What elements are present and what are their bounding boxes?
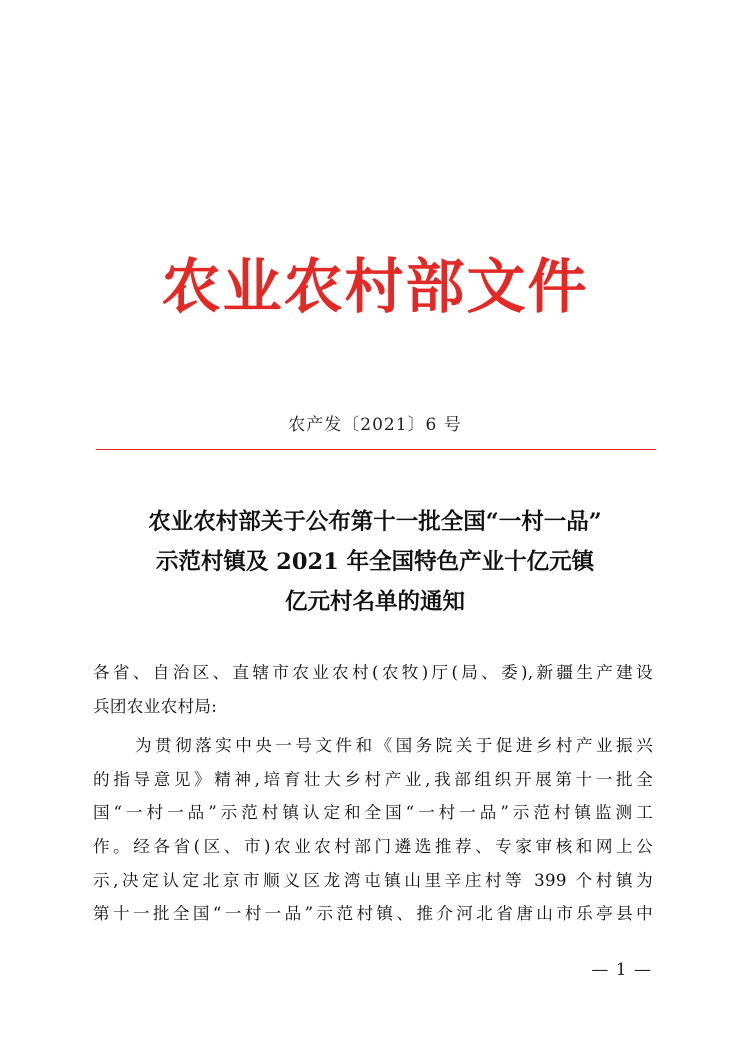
notice-title-line-3: 亿元村名单的通知 [284, 589, 465, 615]
notice-title-line-1: 农业农村部关于公布第十一批全国“一村一品” [148, 509, 602, 535]
paragraph-line-3: 国“一村一品”示范村镇认定和全国“一村一品”示范村镇监测工 [93, 803, 653, 823]
paragraph-line-5: 示,决定认定北京市顺义区龙湾屯镇山里辛庄村等 399 个村镇为 [93, 870, 653, 890]
paragraph-line-4: 作。经各省(区、市)农业农村部门遴选推荐、专家审核和网上公 [93, 836, 653, 856]
red-divider-line [96, 449, 656, 450]
paragraph-line-6: 第十一批全国“一村一品”示范村镇、推介河北省唐山市乐亭县中 [93, 904, 653, 924]
addressee-line-2: 兵团农业农村局: [93, 696, 218, 716]
paragraph-line-2: 的指导意见》精神,培育壮大乡村产业,我部组织开展第十一批全 [93, 769, 653, 789]
notice-body [93, 656, 653, 931]
document-masthead: 农业农村部文件 [161, 252, 589, 321]
document-number: 农产发〔2021〕6 号 [288, 415, 462, 435]
page-number: — 1 — [591, 960, 652, 980]
paragraph-line-1: 为贯彻落实中央一号文件和《国务院关于促进乡村产业振兴 [135, 736, 653, 756]
addressee-line-1: 各省、自治区、直辖市农业农村(农牧)厅(局、委),新疆生产建设 [93, 663, 653, 682]
notice-title-line-2: 示范村镇及 2021 年全国特色产业十亿元镇 [155, 549, 595, 575]
notice-title [60, 502, 690, 622]
